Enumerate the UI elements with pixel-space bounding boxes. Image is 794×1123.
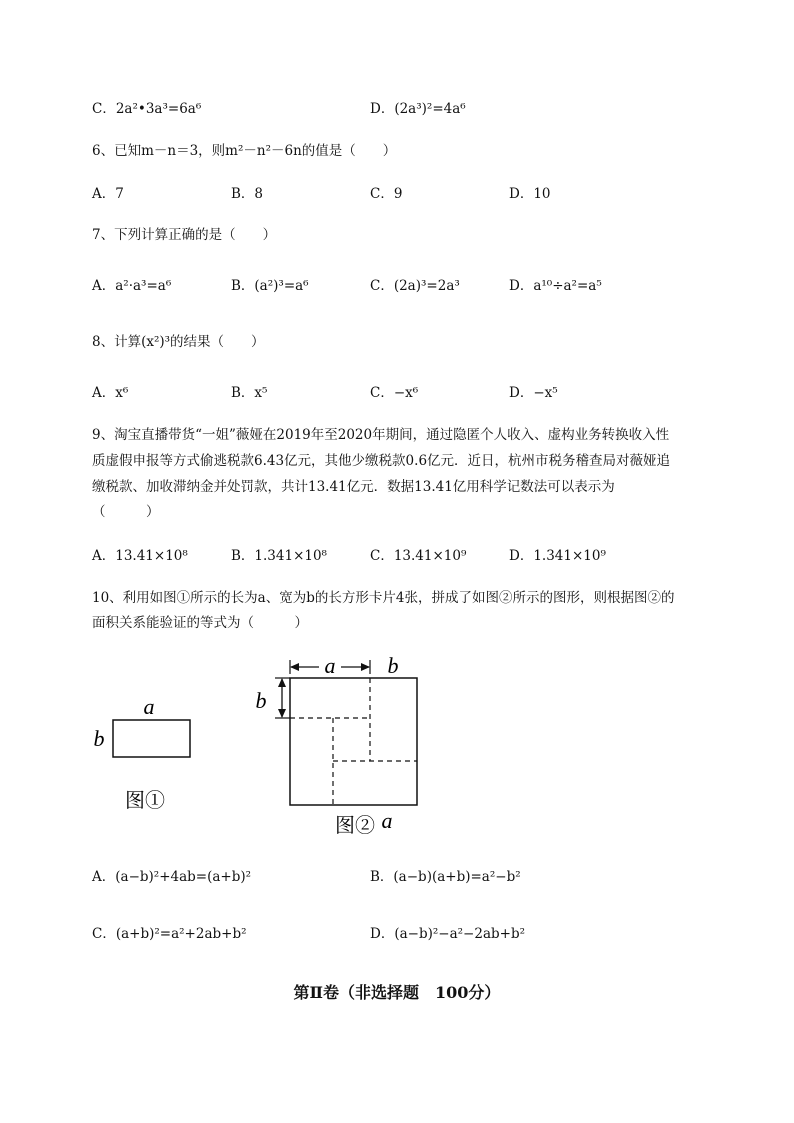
q8-stem: 8、计算(x²)³的结果（ ） [92,334,265,350]
fig2-label-a-bottom: a [381,808,393,833]
q8-option-b: B．x⁵ [231,385,268,401]
q8-option-d: D．−x⁵ [509,385,558,401]
q6-option-b: B．8 [231,186,264,202]
dim-b-arrow-bottom [278,709,286,718]
fig2-label-a-top: a [324,653,336,678]
fig2-label-b-top: b [387,653,399,678]
q6-stem: 6、已知m－n＝3，则m²－n²－6n的值是（ ） [92,143,397,159]
q5-option-d: D．(2a³)²=4a⁶ [370,101,466,117]
q6-option-d: D．10 [509,186,551,202]
fig1-label-b: b [93,726,105,751]
q7-option-c: C．(2a)³=2a³ [370,278,460,294]
q10-option-d: D．(a−b)²−a²−2ab+b² [370,926,525,942]
q10-option-c: C．(a+b)²=a²+2ab+b² [92,926,247,942]
dim-b-arrow-top [278,678,286,687]
q9-option-b: B．1.341×10⁸ [231,548,327,564]
q7-option-a: A．a²·a³=a⁶ [92,278,172,294]
q9-line-1: 9、淘宝直播带货“一姐”薇娅在2019年至2020年期间，通过隐匿个人收入、虚构业务转换收入性 [92,427,670,443]
q7-option-b: B．(a²)³=a⁶ [231,278,309,294]
q9-line-2: 质虚假申报等方式偷逃税款6.43亿元，其他少缴税款0.6亿元．近日，杭州市税务稽查局对薇娅追 [92,453,671,469]
fig1-caption: 图① [125,790,165,812]
fig1-label-a: a [143,694,155,719]
fig2-label-b-left: b [255,688,267,713]
card-rectangle [113,720,190,757]
figure-2 [245,650,435,845]
dim-a-arrow-right [361,663,370,671]
q9-option-d: D．1.341×10⁹ [509,548,606,564]
q9-line-4: （ ） [92,504,160,520]
q7-stem: 7、下列计算正确的是（ ） [92,227,277,243]
figure-1 [85,690,215,820]
q7-option-d: D．a¹⁰÷a²=a⁵ [509,278,602,294]
section-title: 第Ⅱ卷（非选择题 100分） [293,983,501,1002]
q9-option-c: C．13.41×10⁹ [370,548,467,564]
fig2-caption: 图② [335,815,375,837]
dim-a-arrow-left [290,663,299,671]
q10-option-b: B．(a−b)(a+b)=a²−b² [370,869,521,885]
q6-option-c: C．9 [370,186,403,202]
q8-option-c: C．−x⁶ [370,385,419,401]
outer-square [290,678,417,805]
q9-option-a: A．13.41×10⁸ [92,548,188,564]
q6-option-a: A．7 [92,186,124,202]
q10-option-a: A．(a−b)²+4ab=(a+b)² [92,869,252,885]
q9-line-3: 缴税款、加收滞纳金并处罚款，共计13.41亿元．数据13.41亿用科学记数法可以表示为 [92,479,615,495]
q10-line-1: 10、利用如图①所示的长为a、宽为b的长方形卡片4张，拼成了如图②所示的图形，则根据图②的 [92,590,675,606]
q5-option-c: C．2a²•3a³=6a⁶ [92,101,202,117]
q10-line-2: 面积关系能验证的等式为（ ） [92,615,308,631]
q8-option-a: A．x⁶ [92,385,129,401]
